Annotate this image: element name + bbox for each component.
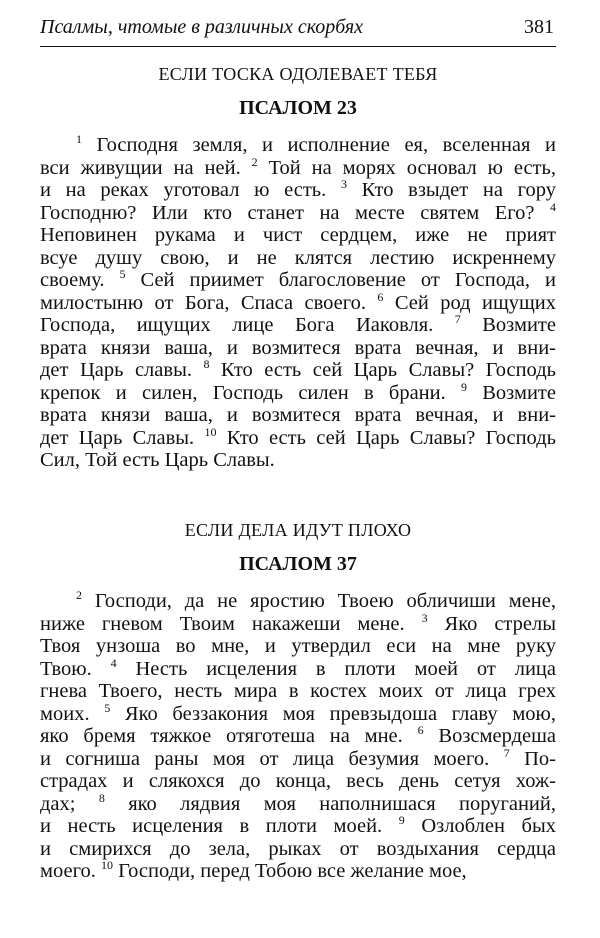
verse-text: Возсмердеша — [423, 725, 556, 747]
verse-text: По- — [509, 747, 556, 770]
verse-number: 3 — [421, 610, 428, 625]
verse-text: врата князи ваша, и возмитеся врата вечная, и вни- — [40, 336, 556, 359]
text-line — [40, 154, 556, 180]
verse-number: 8 — [203, 357, 210, 371]
verse-text: Яко беззакония моя превзыдоша главу мою, — [110, 702, 556, 725]
verse-text: гнева Твоего, несть мира в костех моих от лица грех — [40, 680, 556, 702]
text-line — [40, 449, 556, 472]
text-line — [40, 424, 556, 450]
verse-text: ниже гневом Твоим накажеши мене. — [40, 612, 422, 635]
verse-number: 4 — [550, 199, 556, 214]
verse-number: 10 — [204, 424, 217, 439]
verse-text: яко лядвия моя наполнишася поруганий, — [104, 792, 556, 815]
psalm-title: ПСАЛОМ 23 — [239, 97, 357, 119]
verse-number: 8 — [98, 790, 105, 805]
verse-text: Твою. — [40, 657, 111, 680]
verse-text: и несть исцеления в плоти моей. — [40, 815, 399, 837]
verse-number: 7 — [503, 745, 510, 760]
text-line — [40, 610, 556, 636]
psalm-text — [40, 134, 556, 472]
verse-number: 9 — [461, 379, 467, 394]
text-line — [40, 199, 556, 225]
verse-text: вси живущии на ней. — [40, 156, 252, 179]
verse-text: Яко стрелы — [427, 612, 556, 635]
text-line — [40, 379, 556, 405]
text-line — [40, 289, 556, 315]
verse-number: 5 — [104, 700, 111, 715]
verse-number: 4 — [110, 655, 117, 670]
verse-text: дах; — [40, 792, 99, 815]
verse-number: 1 — [76, 132, 82, 146]
verse-text: и на реках уготовал ю есть. — [40, 179, 341, 201]
text-line — [40, 179, 556, 202]
text-line — [40, 635, 556, 658]
verse-text: Сил, Той есть Царь Славы. — [40, 449, 275, 471]
text-line — [40, 655, 557, 681]
page-number: 381 — [524, 16, 554, 38]
text-line — [40, 359, 556, 382]
verse-text: Господню? Или кто станет на месте святем Его? — [40, 201, 550, 224]
verse-number: 6 — [377, 289, 384, 304]
verse-number: 2 — [76, 588, 82, 602]
text-line — [40, 815, 556, 838]
verse-text: Той на морях основал ю есть, — [257, 156, 556, 179]
verse-number: 3 — [340, 177, 347, 191]
text-line — [40, 770, 556, 793]
verse-text: Сей род ищущих — [383, 291, 556, 314]
verse-text: всуе душу свою, и не клятся лестию искреннему — [40, 246, 556, 269]
text-line — [40, 790, 556, 816]
verse-text: яко бремя тяжкое отяготеша на мне. — [40, 725, 418, 747]
psalm-title: ПСАЛОМ 37 — [239, 553, 357, 575]
section-psalm-23 — [40, 64, 556, 472]
section-psalm-37 — [40, 520, 556, 883]
text-line — [40, 224, 556, 247]
verse-number: 9 — [398, 813, 405, 827]
text-line — [40, 838, 556, 861]
verse-text: Неповинен рукама и чист сердцем, иже не прият — [40, 224, 556, 246]
verse-text: Господи, перед Тобою все желание мое, — [112, 860, 467, 882]
text-line — [40, 680, 556, 703]
verse-text: дет Царь славы. — [40, 359, 204, 381]
verse-text: своему. — [40, 269, 120, 291]
text-line — [40, 247, 556, 270]
verse-text: Кто взыдет на гору — [346, 179, 556, 201]
verse-text: страдах и слякохся до конца, весь день сетуя хож- — [40, 770, 556, 792]
running-title: Псалмы, чтомые в различных скорбях — [40, 16, 364, 38]
verse-text: и согниша раны моя от лица безумия моего. — [40, 747, 504, 770]
verse-text: Твоя унзоша во мне, и утвердил еси на мне руку — [40, 635, 556, 657]
verse-text: и смирихся до зела, рыках от воздыхания сердца — [40, 837, 556, 860]
verse-text: Господи, да не яростию Твоею обличиши мене, — [82, 590, 556, 612]
verse-text: Кто есть сей Царь Славы? Господь — [216, 426, 556, 449]
section-title: ЕСЛИ ТОСКА ОДОЛЕВАЕТ ТЕБЯ — [158, 64, 438, 84]
verse-text: дет Царь Славы. — [40, 426, 205, 449]
running-header — [40, 6, 556, 47]
verse-text: Возмите — [467, 381, 556, 404]
psalm-text — [40, 590, 556, 883]
verse-text: Господа, ищущих лице Бога Иаковля. — [40, 314, 455, 336]
text-line — [40, 404, 556, 427]
text-line — [40, 337, 556, 360]
verse-text: милостыню от Бога, Спаса своего. — [40, 291, 378, 314]
text-line — [40, 860, 556, 883]
verse-text: Озлоблен бых — [404, 815, 556, 837]
text-line — [40, 134, 556, 157]
verse-text: Возмите — [460, 314, 556, 336]
verse-text: моего. — [40, 860, 101, 882]
verse-text: Господня земля, и исполнение ея, вселенная и — [82, 134, 556, 156]
section-title: ЕСЛИ ДЕЛА ИДУТ ПЛОХО — [184, 520, 412, 540]
text-line — [40, 725, 556, 748]
text-line — [40, 590, 556, 613]
verse-text: Несть исцеления в плоти моей от лица — [116, 657, 557, 680]
verse-number: 2 — [251, 154, 258, 169]
verse-text: крепок и силен, Господь силен в брани. — [40, 381, 461, 404]
verse-number: 5 — [119, 267, 126, 281]
text-line — [40, 745, 556, 771]
verse-number: 7 — [454, 312, 461, 326]
verse-number: 6 — [417, 723, 424, 737]
verse-text: врата князи ваша, и возмитеся врата вечная, и вни- — [40, 404, 556, 426]
verse-number: 10 — [100, 858, 113, 872]
verse-text: Кто есть сей Царь Славы? Господь — [209, 359, 556, 381]
verse-text: моих. — [40, 702, 105, 725]
verse-text: Сей приимет благословение от Господа, и — [125, 269, 556, 291]
text-line — [40, 700, 556, 726]
text-line — [40, 269, 556, 292]
text-line — [40, 314, 556, 337]
